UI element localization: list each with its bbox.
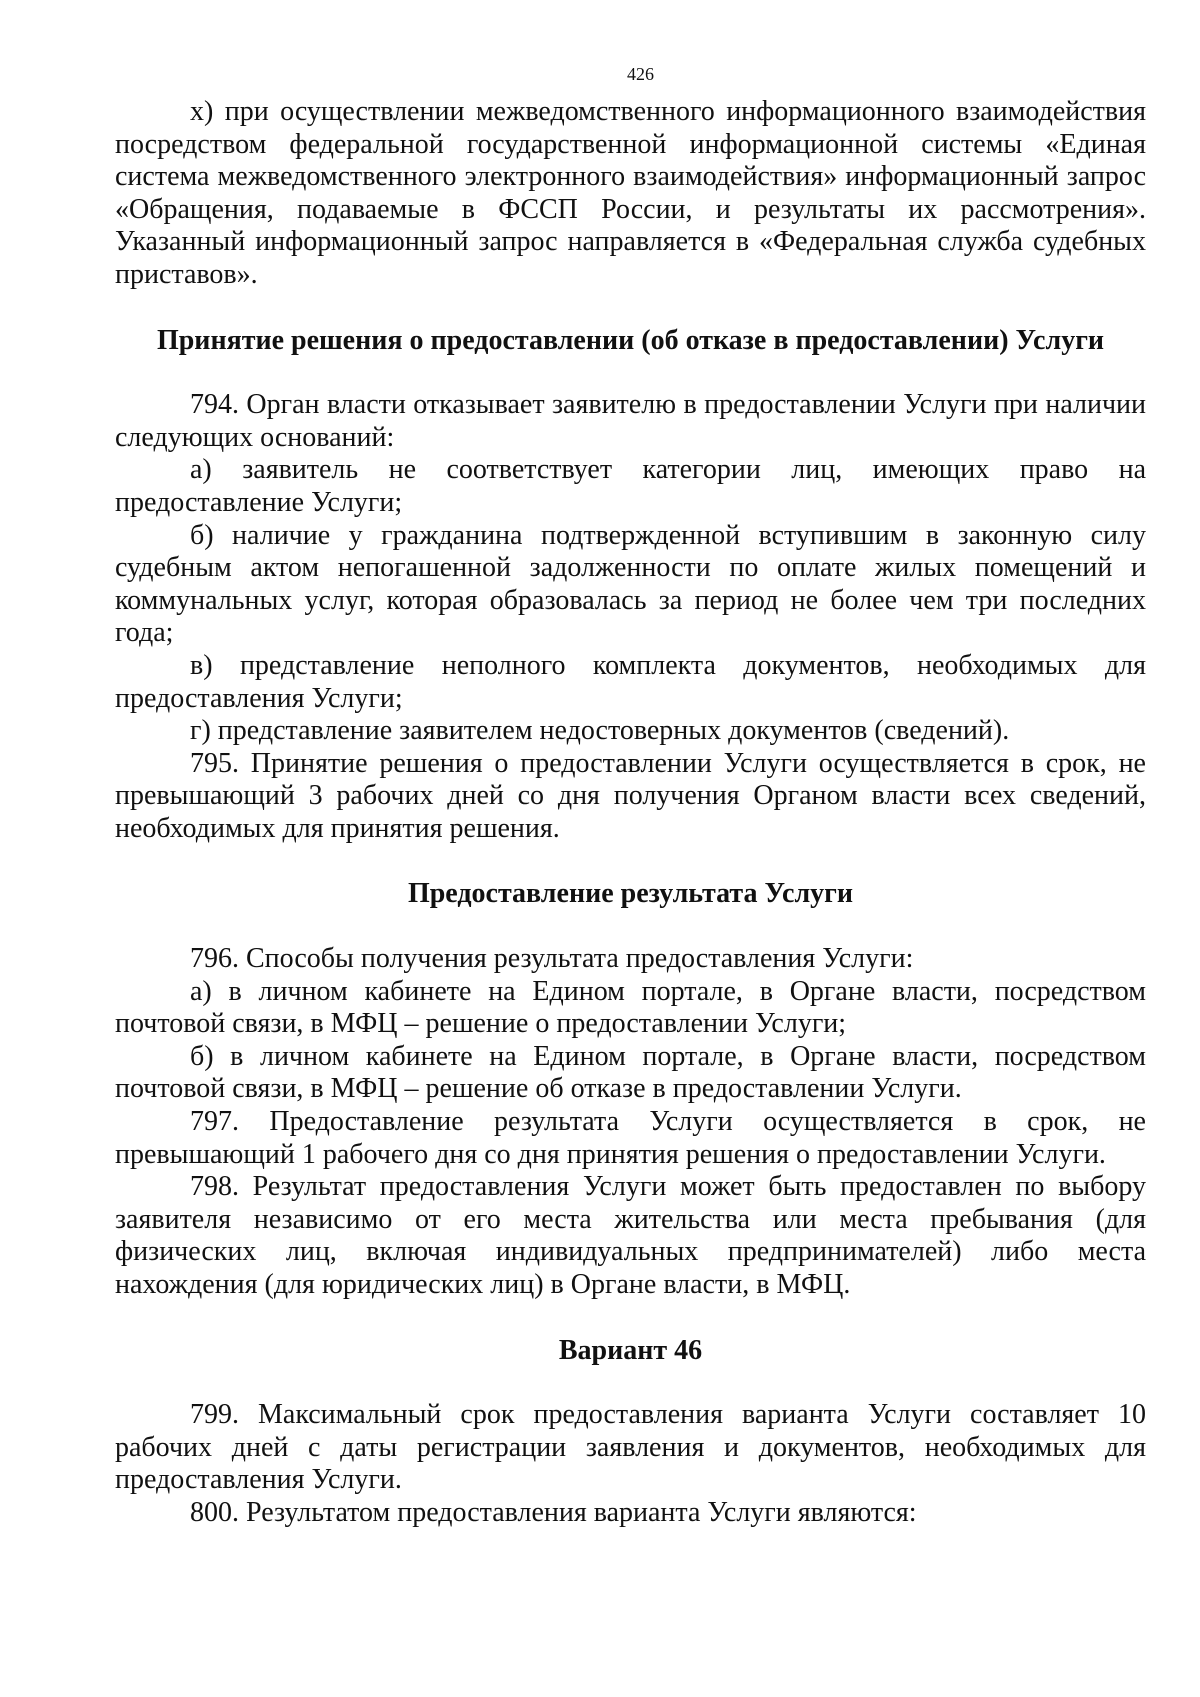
- paragraph-798: 798. Результат предоставления Услуги может быть предоставлен по выбору заявителя независимо от его места жительства или места пребывания (для физических лиц, включая индивидуальных предпринимателей) либо места нахождения (для юридических лиц) в Органе власти, в МФЦ.: [115, 1171, 1146, 1300]
- paragraph-796-b: б) в личном кабинете на Едином портале, в Органе власти, посредством почтовой связи, в МФЦ – решение об отказе в предоставлении Услуги.: [115, 1040, 1146, 1105]
- paragraph-kh: х) при осуществлении межведомственного информационного взаимодействия посредством федеральной государственной информационной системы «Единая система межведомственного электронного взаимодействия» информационный запрос «Обращения, подаваемые в ФССП России, и результаты их рассмотрения». Указанный информационный запрос направляется в «Федеральная служба судебных приставов».: [115, 96, 1146, 290]
- section-heading-variant-46: Вариант 46: [558, 1334, 703, 1366]
- paragraph-794-v: в) представление неполного комплекта документов, необходимых для предоставления Услуги;: [115, 649, 1146, 714]
- page-number: 426: [627, 64, 654, 84]
- paragraph-800: 800. Результатом предоставления варианта Услуги являются:: [190, 1496, 917, 1528]
- paragraph-799: 799. Максимальный срок предоставления варианта Услуги составляет 10 рабочих дней с даты регистрации заявления и документов, необходимых для предоставления Услуги.: [115, 1399, 1146, 1496]
- section-heading-decision: Принятие решения о предоставлении (об отказе в предоставлении) Услуги: [156, 324, 1105, 356]
- paragraph-794-b: б) наличие у гражданина подтвержденной вступившим в законную силу судебным актом непогашенной задолженности по оплате жилых помещений и коммунальных услуг, которая образовалась за период не более чем три последних года;: [115, 519, 1146, 649]
- paragraph-794-a: а) заявитель не соответствует категории лиц, имеющих право на предоставление Услуги;: [115, 454, 1146, 518]
- paragraph-797: 797. Предоставление результата Услуги осуществляется в срок, не превышающий 1 рабочего дня со дня принятия решения о предоставлении Услуги.: [115, 1106, 1146, 1170]
- paragraph-794: 794. Орган власти отказывает заявителю в предоставлении Услуги при наличии следующих оснований:: [115, 389, 1146, 453]
- paragraph-794-g: г) представление заявителем недостоверных документов (сведений).: [190, 715, 1010, 747]
- document-page: [115, 62, 1146, 1530]
- paragraph-795: 795. Принятие решения о предоставлении Услуги осуществляется в срок, не превышающий 3 рабочих дней со дня получения Органом власти всех сведений, необходимых для принятия решения.: [115, 747, 1146, 844]
- paragraph-796-a: а) в личном кабинете на Едином портале, в Органе власти, посредством почтовой связи, в МФЦ – решение о предоставлении Услуги;: [115, 975, 1146, 1040]
- section-heading-result: Предоставление результата Услуги: [407, 878, 854, 910]
- paragraph-796: 796. Способы получения результата предоставления Услуги:: [190, 943, 914, 975]
